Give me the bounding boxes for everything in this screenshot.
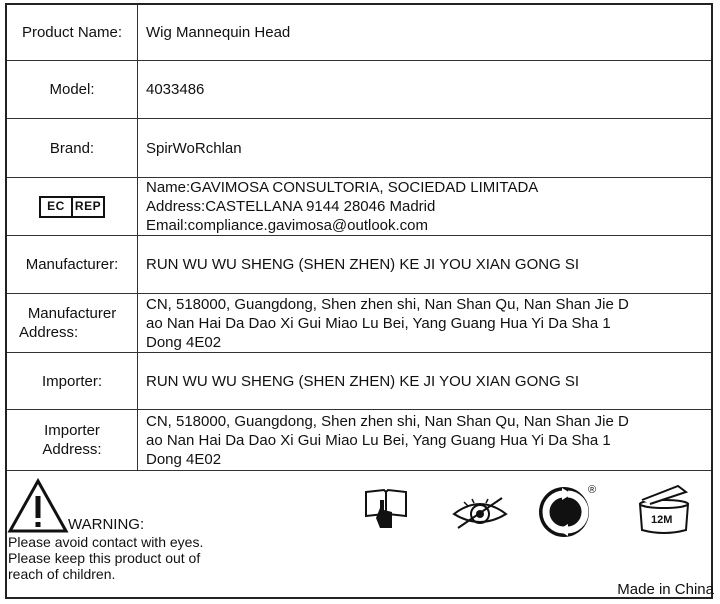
warning-triangle-icon <box>7 478 69 534</box>
row-label: Manufacturer: <box>7 236 138 294</box>
open-jar-pao-icon <box>634 484 694 536</box>
row-label <box>7 294 138 353</box>
table-row <box>7 61 711 119</box>
address-line: Dong 4E02 <box>146 333 222 351</box>
read-instructions-icon <box>362 486 410 534</box>
table-row <box>7 5 711 61</box>
info-table <box>7 5 711 471</box>
label-line: Address: <box>42 441 102 458</box>
row-label: Product Name: <box>7 5 138 61</box>
row-value: Wig Mannequin Head <box>138 5 712 61</box>
row-value <box>138 294 712 353</box>
label-line: Importer <box>44 422 100 439</box>
row-value <box>138 410 712 471</box>
ec-rep-email: Email:compliance.gavimosa@outlook.com <box>146 217 429 234</box>
warning-line: Please keep this product out of <box>8 550 201 566</box>
row-value <box>138 178 712 236</box>
table-row <box>7 178 711 236</box>
warning-line: Please avoid contact with eyes. <box>8 534 204 550</box>
row-value: RUN WU WU SHENG (SHEN ZHEN) KE JI YOU XIAN GONG SI <box>138 353 712 410</box>
address-line: CN, 518000, Guangdong, Shen zhen shi, Nan Shan Qu, Nan Shan Jie D <box>146 412 629 430</box>
warning-text <box>8 534 248 582</box>
ec-rep-name: Name:GAVIMOSA CONSULTORIA, SOCIEDAD LIMITADA <box>146 179 539 196</box>
ec-rep-label <box>7 178 138 236</box>
table-row <box>7 294 711 353</box>
eye-warning-icon <box>450 492 510 532</box>
address-line: ao Nan Hai Da Dao Xi Gui Miao Lu Bei, Yang Guang Hua Yi Da Sha 1 <box>146 431 611 449</box>
registered-mark: ® <box>588 484 597 496</box>
green-dot-recycle-icon <box>538 482 597 540</box>
pao-label: 12M <box>651 514 673 526</box>
ec-text: EC <box>47 199 65 213</box>
country-of-origin: Made in China <box>617 581 714 598</box>
ec-rep-address: Address:CASTELLANA 9144 28046 Madrid <box>146 198 436 215</box>
label-sheet <box>5 3 713 599</box>
address-line: ao Nan Hai Da Dao Xi Gui Miao Lu Bei, Yang Guang Hua Yi Da Sha 1 <box>146 314 611 332</box>
table-row <box>7 410 711 471</box>
address-line: Dong 4E02 <box>146 450 222 468</box>
warning-title: WARNING: <box>68 516 145 533</box>
ec-rep-icon <box>39 196 105 218</box>
row-label <box>7 410 138 471</box>
row-label: Brand: <box>7 119 138 178</box>
warning-line: reach of children. <box>8 566 116 582</box>
row-value: RUN WU WU SHENG (SHEN ZHEN) KE JI YOU XIAN GONG SI <box>138 236 712 294</box>
row-label: Model: <box>7 61 138 119</box>
address-line: CN, 518000, Guangdong, Shen zhen shi, Nan Shan Qu, Nan Shan Jie D <box>146 295 629 313</box>
row-value: 4033486 <box>138 61 712 119</box>
table-row <box>7 236 711 294</box>
row-value: SpirWoRchlan <box>138 119 712 178</box>
label-line: Address: <box>19 324 79 341</box>
table-row <box>7 119 711 178</box>
label-line: Manufacturer <box>27 305 117 322</box>
table-row <box>7 353 711 410</box>
rep-text: REP <box>71 198 103 216</box>
row-label: Importer: <box>7 353 138 410</box>
